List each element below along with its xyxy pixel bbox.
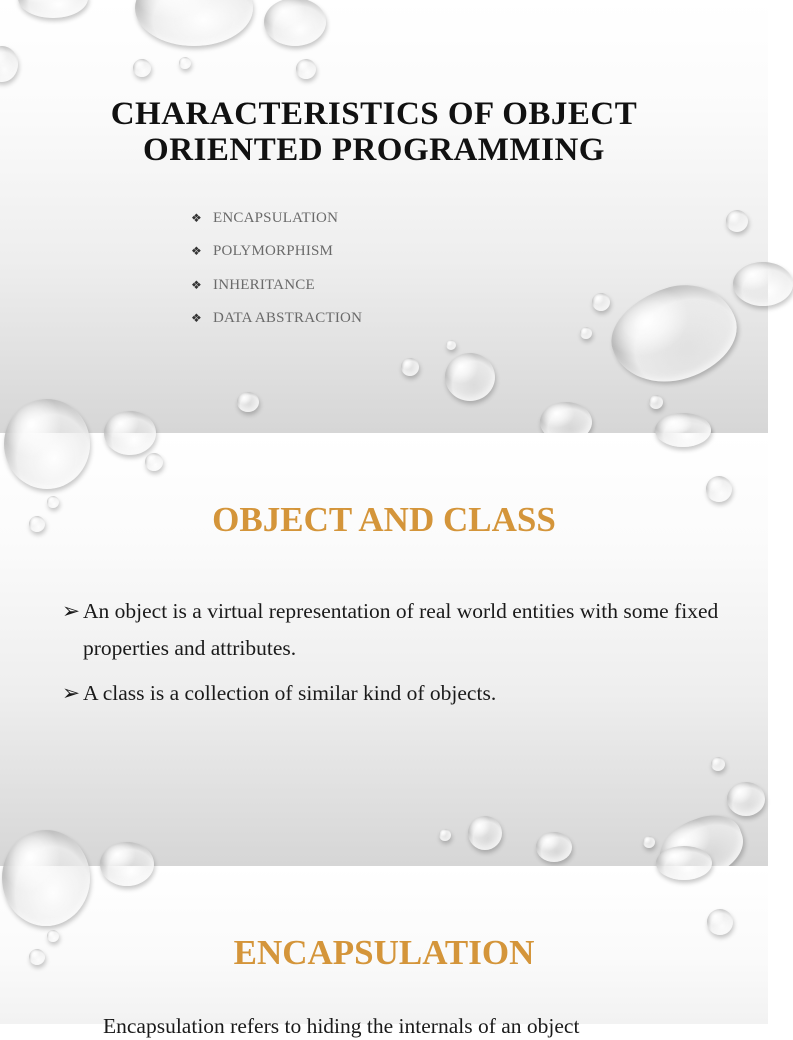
slide-encapsulation [0,866,768,1038]
diamond-bullet-icon: ❖ [191,244,202,259]
water-drop-decoration [446,340,456,350]
water-drop-decoration [727,782,765,816]
water-drop-decoration [656,846,712,880]
water-drop-decoration [707,909,733,935]
slide-title [0,96,748,168]
water-drop-decoration [445,353,495,401]
list-item [191,268,362,302]
list-item-label: DATA ABSTRACTION [213,310,363,327]
water-drop-decoration [706,476,732,502]
water-drop-decoration [104,411,156,455]
list-item [191,201,362,235]
bullet-point [62,675,722,712]
water-drop-decoration [733,262,793,306]
water-drop-decoration [643,836,655,848]
water-drop-decoration [4,399,90,489]
water-drop-decoration [536,832,572,862]
slide-object-and-class [0,433,768,866]
slide-title-line-2: ORIENTED PROGRAMMING [143,132,605,168]
water-drop-decoration [600,271,748,397]
water-drop-decoration [296,59,316,79]
water-drop-decoration [649,395,663,409]
bullet-text: A class is a collection of similar kind of objects. [83,681,497,705]
list-item [191,235,362,269]
characteristics-list [191,201,362,335]
slide-characteristics [0,0,768,433]
water-drop-decoration [237,392,259,412]
diamond-bullet-icon: ❖ [191,210,202,225]
slide-title: OBJECT AND CLASS [212,500,556,539]
water-drop-decoration [726,210,748,232]
water-drop-decoration [711,757,725,771]
water-drop-decoration [592,293,610,311]
list-item [191,302,362,336]
slide-body [62,593,722,720]
water-drop-decoration [0,46,18,82]
list-item-label: INHERITANCE [213,276,315,293]
water-drop-decoration [264,0,326,46]
water-drop-decoration [401,358,419,376]
arrow-bullet-icon: ➢ [62,681,81,705]
water-drop-decoration [135,0,253,46]
diamond-bullet-icon: ❖ [191,311,202,326]
water-drop-decoration [18,0,88,18]
list-item-label: ENCAPSULATION [213,209,339,226]
bullet-point [62,593,722,667]
arrow-bullet-icon: ➢ [62,599,81,623]
slide-title-line-1: CHARACTERISTICS OF OBJECT [110,96,638,132]
slide-body-partial: Encapsulation refers to hiding the internals of an object [103,1014,580,1038]
list-item-label: POLYMORPHISM [213,243,334,260]
water-drop-decoration [655,413,711,447]
water-drop-decoration [2,830,90,926]
water-drop-decoration [179,57,191,69]
bullet-text: An object is a virtual representation of real world entities with some fixed properties and attributes. [83,599,719,660]
water-drop-decoration [468,816,502,850]
water-drop-decoration [133,59,151,77]
water-drop-decoration [580,327,592,339]
slide-title: ENCAPSULATION [233,933,535,972]
water-drop-decoration [439,829,451,841]
water-drop-decoration [100,842,154,886]
water-drop-decoration [145,453,163,471]
diamond-bullet-icon: ❖ [191,277,202,292]
